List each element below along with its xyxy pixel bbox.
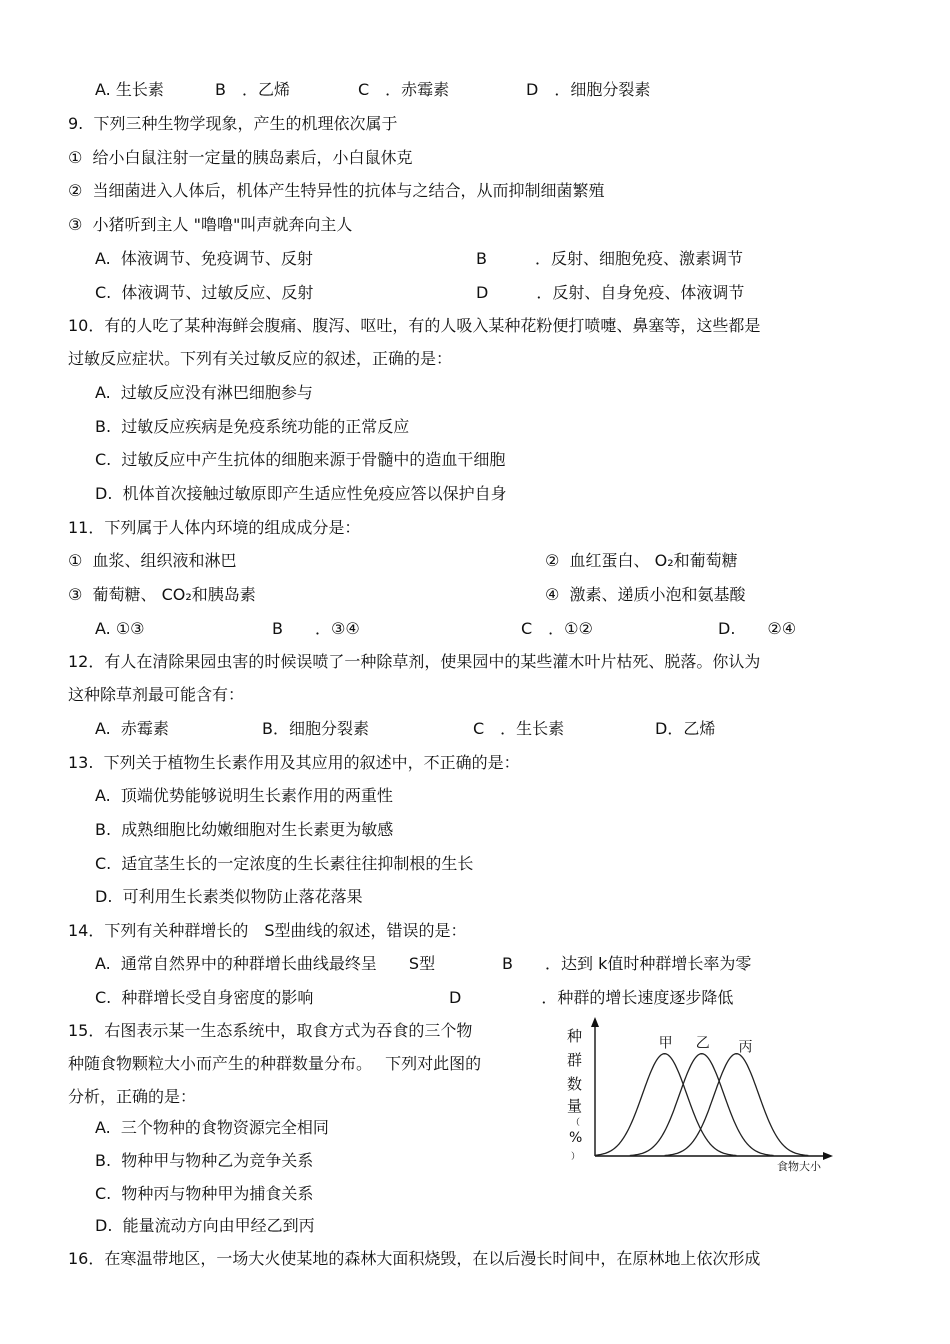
q12-stem-cont: 这种除草剂最可能含有： [68, 685, 245, 704]
y-axis-arrow [591, 1017, 599, 1027]
q9-item: ② 当细菌进入人体后，机体产生特异性的抗体与之结合，从而抑制细菌繁殖 [68, 181, 605, 200]
q9-option-b: B ．反射、细胞免疫、激素调节 [476, 249, 743, 268]
q16-stem: 16．在寒温带地区，一场大火使某地的森林大面积烧毁，在以后漫长时间中，在原林地上依次形成 [68, 1249, 761, 1268]
q11-option-d: D. ②④ [718, 619, 797, 638]
q15-stem: 15．右图表示某一生态系统中，取食方式为吞食的三个物 [68, 1021, 473, 1040]
x-axis-arrow [823, 1152, 833, 1160]
q11-item-3: ③ 葡萄糖、 CO₂和胰岛素 [68, 585, 256, 604]
q14-option-a: A. 通常自然界中的种群增长曲线最终呈 S型 [95, 954, 436, 973]
y-axis-label-char: （ [571, 1118, 581, 1128]
q8-option-d: D ．细胞分裂素 [526, 80, 651, 99]
q15-stem-cont: 种随食物颗粒大小而产生的种群数量分布。 下列对此图的 [68, 1054, 482, 1073]
x-axis-label: 食物大小 [777, 1160, 821, 1173]
q12-option-c: C ．生长素 [473, 719, 565, 738]
series-label: 丙 [738, 1039, 753, 1056]
q12-option-b: B．细胞分裂素 [262, 719, 369, 738]
y-axis-label-char: 数 [567, 1075, 583, 1093]
q10-option-c: C. 过敏反应中产生抗体的细胞来源于骨髓中的造血干细胞 [95, 450, 506, 469]
series-curve-3 [665, 1054, 809, 1156]
q14-stem: 14．下列有关种群增长的 S型曲线的叙述，错误的是： [68, 921, 467, 940]
q11-item-4: ④ 激素、递质小泡和氨基酸 [545, 585, 746, 604]
q15-option-d: D. 能量流动方向由甲经乙到丙 [95, 1216, 315, 1235]
q15-option-c: C. 物种丙与物种甲为捕食关系 [95, 1184, 314, 1203]
y-axis-label-char: ） [571, 1152, 581, 1162]
q13-option-c: C. 适宜茎生长的一定浓度的生长素往往抑制根的生长 [95, 854, 474, 873]
q10-stem-cont: 过敏反应症状。下列有关过敏反应的叙述，正确的是： [68, 349, 453, 368]
q11-option-c: C ．①② [521, 619, 593, 638]
q13-option-d: D. 可利用生长素类似物防止落花落果 [95, 887, 363, 906]
series-label: 甲 [658, 1035, 673, 1052]
q12-stem: 12．有人在清除果园虫害的时候误喷了一种除草剂，使果园中的某些灌木叶片枯死、脱落。你认为 [68, 652, 761, 671]
q12-option-d: D．乙烯 [655, 719, 716, 738]
q11-option-a: A. ①③ [95, 619, 145, 638]
q9-item: ③ 小猪听到主人 "噜噜"叫声就奔向主人 [68, 215, 353, 234]
q9-option-a: A. 体液调节、免疫调节、反射 [95, 249, 313, 268]
y-axis-label-char: 群 [567, 1051, 583, 1069]
q10-option-a: A. 过敏反应没有淋巴细胞参与 [95, 383, 313, 402]
q9-item: ① 给小白鼠注射一定量的胰岛素后，小白鼠休克 [68, 148, 413, 167]
y-axis-label [567, 1027, 582, 1162]
q8-option-c: C ．赤霉素 [358, 80, 450, 99]
q11-stem: 11．下列属于人体内环境的组成成分是： [68, 518, 361, 537]
q10-stem: 10．有的人吃了某种海鲜会腹痛、腹泻、呕吐，有的人吸入某种花粉便打喷嚏、鼻塞等，这些都是 [68, 316, 761, 335]
series-label: 乙 [695, 1035, 710, 1052]
q14-option-b: B ．达到 k值时种群增长率为零 [502, 954, 752, 973]
q12-option-a: A. 赤霉素 [95, 719, 169, 738]
q8-option-b: B ．乙烯 [215, 80, 290, 99]
q15-option-a: A. 三个物种的食物资源完全相同 [95, 1118, 329, 1137]
q11-item-2: ② 血红蛋白、 O₂和葡萄糖 [545, 551, 738, 570]
q11-item-1: ① 血浆、组织液和淋巴 [68, 551, 237, 570]
q13-option-b: B. 成熟细胞比幼嫩细胞对生长素更为敏感 [95, 820, 394, 839]
q9-option-d: D ．反射、自身免疫、体液调节 [476, 283, 745, 302]
y-axis-label-char: 种 [567, 1027, 583, 1045]
species-distribution-chart [555, 1015, 845, 1175]
q14-option-d: D ．种群的增长速度逐步降低 [449, 988, 734, 1007]
q8-option-a: A. 生长素 [95, 80, 164, 99]
q13-stem: 13. 下列关于植物生长素作用及其应用的叙述中，不正确的是： [68, 753, 520, 772]
y-axis-label-char: 量 [567, 1097, 583, 1115]
q15-stem-cont: 分析，正确的是： [68, 1087, 197, 1106]
series-curve-1 [595, 1054, 736, 1156]
y-axis-label-char: % [569, 1130, 583, 1146]
q10-option-b: B. 过敏反应疾病是免疫系统功能的正常反应 [95, 417, 410, 436]
q11-option-b: B ．③④ [272, 619, 360, 638]
q13-option-a: A. 顶端优势能够说明生长素作用的两重性 [95, 786, 393, 805]
q9-option-c: C. 体液调节、过敏反应、反射 [95, 283, 314, 302]
q9-stem: 9. 下列三种生物学现象，产生的机理依次属于 [68, 114, 398, 133]
q15-option-b: B. 物种甲与物种乙为竞争关系 [95, 1151, 314, 1170]
q14-option-c: C. 种群增长受自身密度的影响 [95, 988, 314, 1007]
q10-option-d: D. 机体首次接触过敏原即产生适应性免疫应答以保护自身 [95, 484, 507, 503]
